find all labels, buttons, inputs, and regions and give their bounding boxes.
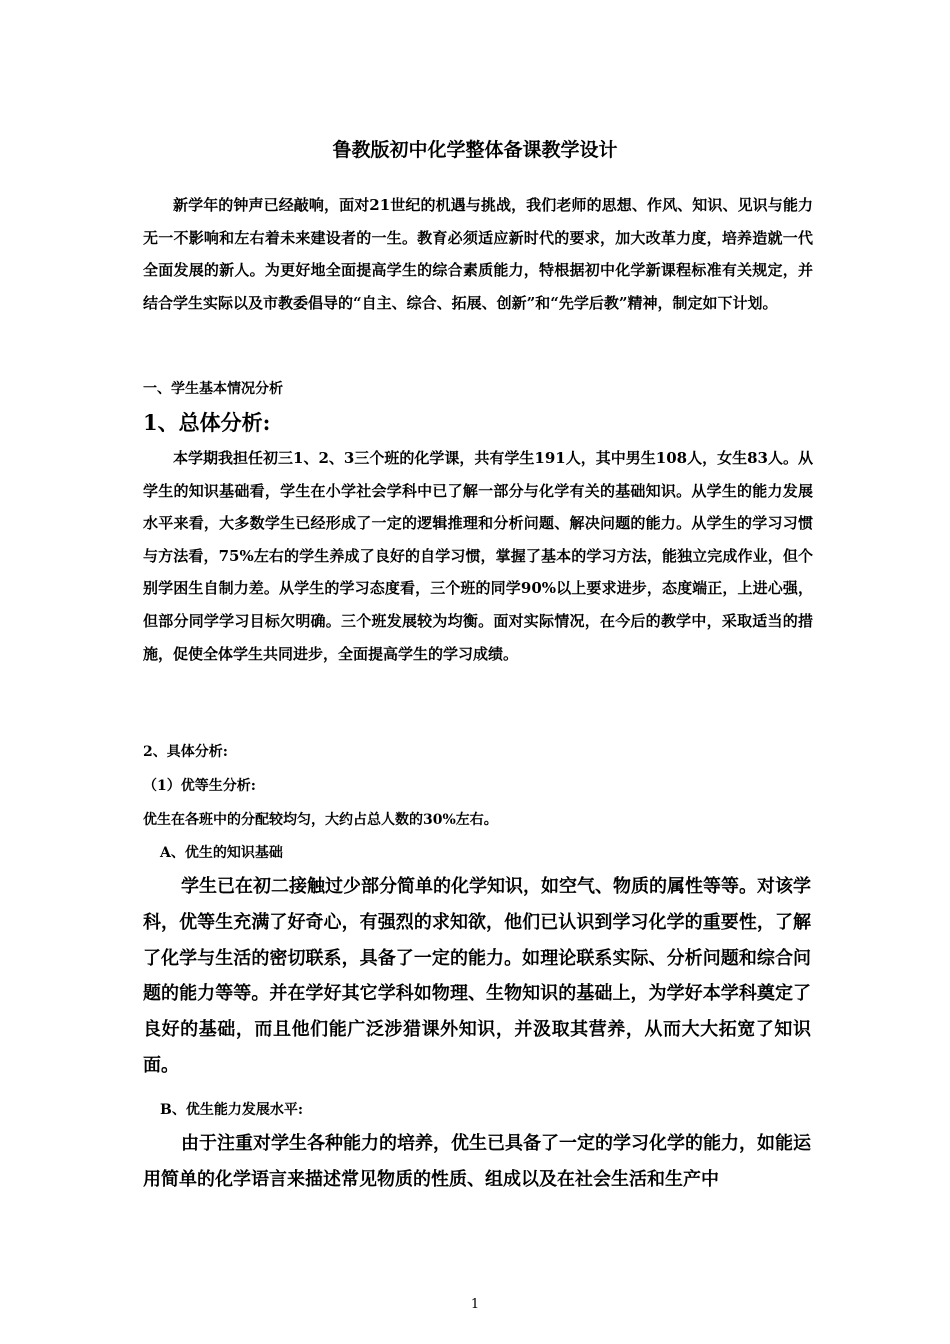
knowledge-base-heading: A、优生的知识基础 xyxy=(160,845,283,861)
page-number: 1 xyxy=(470,1297,480,1312)
document-title: 鲁教版初中化学整体备课教学设计 xyxy=(332,139,618,161)
excellent-students-paragraph: 优生在各班中的分配较均匀，大约占总人数的30%左右。 xyxy=(143,812,498,828)
specific-analysis-heading: 2、具体分析: xyxy=(143,744,228,760)
intro-paragraph: 新学年的钟声已经敲响，面对21世纪的机遇与挑战，我们老师的思想、作风、知识、见识与能力无一不影响和左右着未来建设者的一生。教育必须适应新时代的要求，加大改革力度，培养造就一代全面发展的新人。为更好地全面提高学生的综合素质能力，特根据初中化学新课程标准有关规定，并结合学生实际以及市教委倡导的“自主、综合、拓展、创新”和“先学后教”精神，制定如下计划。 xyxy=(143,196,813,312)
ability-level-heading: B、优生能力发展水平: xyxy=(160,1102,304,1118)
knowledge-base-paragraph: 学生已在初二接触过少部分简单的化学知识，如空气、物质的属性等等。对该学科，优等生充满了好奇心，有强烈的求知欲，他们已认识到学习化学的重要性，了解了化学与生活的密切联系，具备了一定的能力。如理论联系实际、分析问题和综合问题的能力等等。并在学好其它学科如物理、生物知识的基础上，为学好本学科奠定了良好的基础，而且他们能广泛涉猎课外知识，并汲取其营养，从而大大拓宽了知识面。 xyxy=(143,876,811,1076)
overall-analysis-paragraph: 本学期我担任初三1、2、3三个班的化学课，共有学生191人，其中男生108人，女生83人。从学生的知识基础看，学生在小学社会学科中已了解一部分与化学有关的基础知识。从学生的能力发展水平来看，大多数学生已经形成了一定的逻辑推理和分析问题、解决问题的能力。从学生的学习习惯与方法看，75%左右的学生养成了良好的自学习惯，掌握了基本的学习方法，能独立完成作业，但个别学困生自制力差。从学生的学习态度看，三个班的同学90%以上要求进步，态度端正，上进心强，但部分同学学习目标欠明确。三个班发展较为均衡。面对实际情况，在今后的教学中，采取适当的措施，促使全体学生共同进步，全面提高学生的学习成绩。 xyxy=(143,449,813,663)
excellent-students-heading: （1）优等生分析: xyxy=(143,778,256,794)
ability-level-paragraph: 由于注重对学生各种能力的培养，优生已具备了一定的学习化学的能力，如能运用简单的化学语言来描述常见物质的性质、组成以及在社会生活和生产中 xyxy=(143,1133,811,1190)
section-heading-student-analysis: 一、学生基本情况分析 xyxy=(143,381,283,397)
overall-analysis-heading: 1、总体分析: xyxy=(143,410,271,435)
